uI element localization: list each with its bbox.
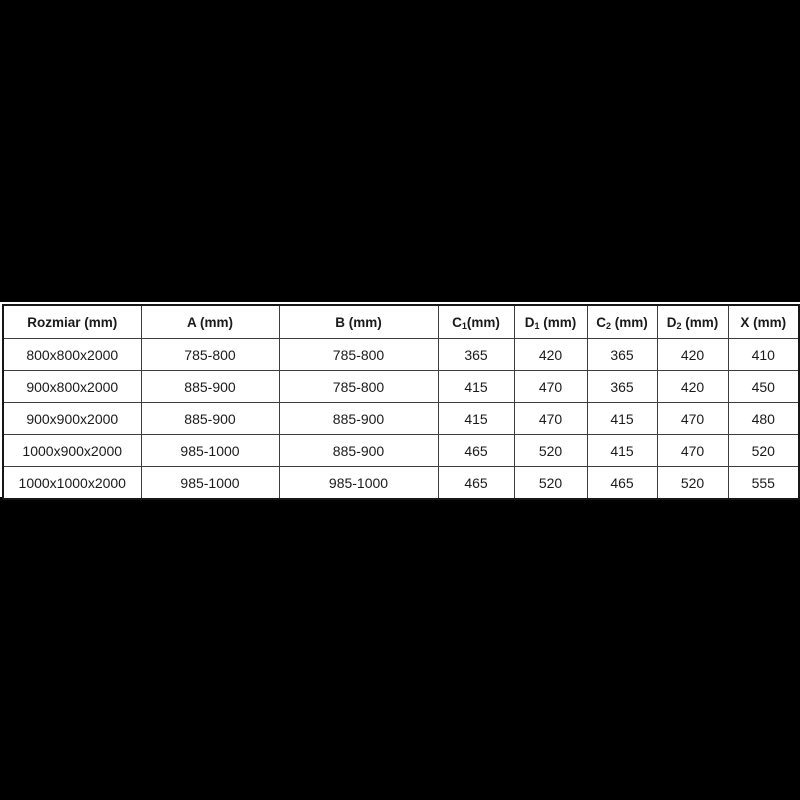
table-cell-c2: 415 bbox=[587, 403, 657, 435]
table-cell-d2: 520 bbox=[657, 467, 728, 500]
table-cell-d2: 420 bbox=[657, 371, 728, 403]
table-cell-b: 985-1000 bbox=[279, 467, 438, 500]
table-cell-d2: 470 bbox=[657, 403, 728, 435]
column-header-d2 bbox=[657, 305, 728, 339]
table-cell-x: 410 bbox=[728, 339, 799, 371]
column-header-label: B (mm) bbox=[335, 314, 382, 330]
table-row bbox=[3, 371, 799, 403]
table-cell-rozmiar: 900x800x2000 bbox=[3, 371, 141, 403]
column-header-label: Rozmiar (mm) bbox=[27, 314, 118, 330]
table-cell-d1: 470 bbox=[514, 371, 587, 403]
table-cell-b: 785-800 bbox=[279, 371, 438, 403]
table-cell-d2: 470 bbox=[657, 435, 728, 467]
table-cell-rozmiar: 1000x900x2000 bbox=[3, 435, 141, 467]
dimensions-table-panel bbox=[0, 302, 800, 497]
table-cell-c2: 465 bbox=[587, 467, 657, 500]
table-row bbox=[3, 339, 799, 371]
table-cell-rozmiar: 800x800x2000 bbox=[3, 339, 141, 371]
table-cell-x: 555 bbox=[728, 467, 799, 500]
table-cell-c1: 465 bbox=[438, 435, 514, 467]
table-cell-b: 885-900 bbox=[279, 435, 438, 467]
table-cell-d2: 420 bbox=[657, 339, 728, 371]
column-header-a bbox=[141, 305, 279, 339]
table-cell-c2: 415 bbox=[587, 435, 657, 467]
column-header-unit: (mm) bbox=[539, 314, 577, 330]
table-cell-c1: 365 bbox=[438, 339, 514, 371]
column-header-unit: (mm) bbox=[681, 314, 719, 330]
column-header-rozmiar bbox=[3, 305, 141, 339]
table-cell-d1: 520 bbox=[514, 435, 587, 467]
table-cell-c1: 415 bbox=[438, 371, 514, 403]
table-cell-a: 885-900 bbox=[141, 403, 279, 435]
table-cell-b: 885-900 bbox=[279, 403, 438, 435]
table-cell-d1: 520 bbox=[514, 467, 587, 500]
column-header-label: C bbox=[596, 314, 606, 330]
table-cell-x: 520 bbox=[728, 435, 799, 467]
table-header-row bbox=[3, 305, 799, 339]
column-header-b bbox=[279, 305, 438, 339]
column-header-c1 bbox=[438, 305, 514, 339]
table-cell-x: 450 bbox=[728, 371, 799, 403]
table-cell-rozmiar: 1000x1000x2000 bbox=[3, 467, 141, 500]
subscript: 2 bbox=[676, 320, 682, 331]
table-cell-c2: 365 bbox=[587, 371, 657, 403]
subscript: 1 bbox=[534, 320, 540, 331]
table-cell-a: 885-900 bbox=[141, 371, 279, 403]
column-header-c2 bbox=[587, 305, 657, 339]
column-header-label: A (mm) bbox=[187, 314, 233, 330]
column-header-unit: (mm) bbox=[611, 314, 648, 330]
table-cell-c2: 365 bbox=[587, 339, 657, 371]
column-header-d1 bbox=[514, 305, 587, 339]
column-header-x bbox=[728, 305, 799, 339]
column-header-label: X (mm) bbox=[740, 314, 787, 330]
table-cell-d1: 420 bbox=[514, 339, 587, 371]
column-header-unit: (mm) bbox=[466, 314, 500, 330]
table-cell-c1: 465 bbox=[438, 467, 514, 500]
table-cell-rozmiar: 900x900x2000 bbox=[3, 403, 141, 435]
table-cell-x: 480 bbox=[728, 403, 799, 435]
table-cell-a: 985-1000 bbox=[141, 467, 279, 500]
table-cell-a: 785-800 bbox=[141, 339, 279, 371]
table-row bbox=[3, 467, 799, 500]
dimensions-table bbox=[2, 304, 800, 500]
table-cell-b: 785-800 bbox=[279, 339, 438, 371]
column-header-label: D bbox=[524, 314, 535, 330]
column-header-label: C bbox=[452, 314, 462, 330]
column-header-label: D bbox=[666, 314, 677, 330]
table-row bbox=[3, 435, 799, 467]
table-row bbox=[3, 403, 799, 435]
table-cell-c1: 415 bbox=[438, 403, 514, 435]
subscript: 1 bbox=[461, 320, 467, 331]
table-cell-a: 985-1000 bbox=[141, 435, 279, 467]
subscript: 2 bbox=[605, 320, 611, 331]
table-cell-d1: 470 bbox=[514, 403, 587, 435]
